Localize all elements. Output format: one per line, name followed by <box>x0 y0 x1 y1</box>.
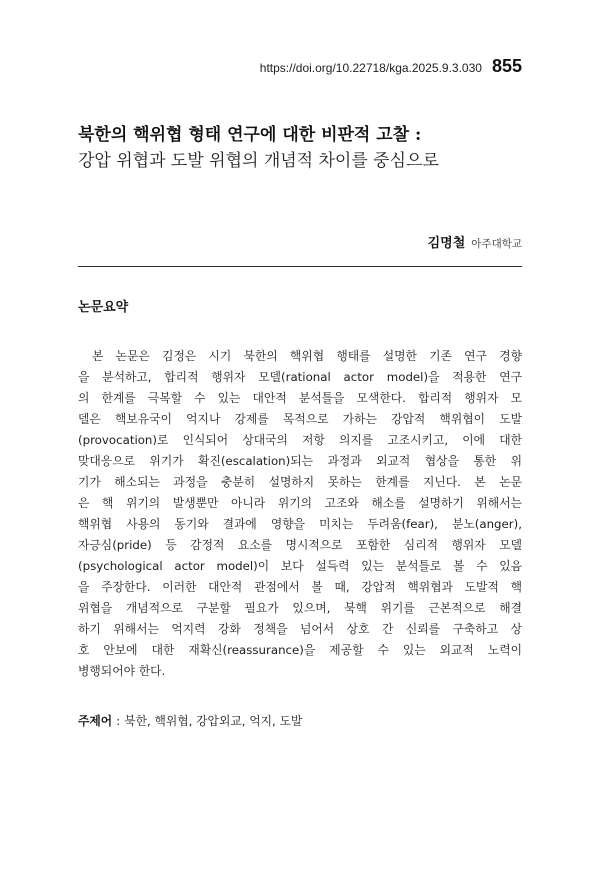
abstract-line: 핵위협 사용의 동기와 결과에 영향을 미치는 두려움(fear), 분노(anger), <box>78 517 522 531</box>
page-header <box>260 56 522 77</box>
abstract-line: 호 안보에 대한 재확신(reassurance)을 제공할 수 있는 외교적 노력이 <box>78 643 522 657</box>
abstract-line: 을 분석하고, 합리적 행위자 모델(rational actor model)을 적용한 연구 <box>78 370 522 384</box>
abstract-line: (provocation)로 인식되어 상대국의 저항 의지를 고조시키고, 이에 대한 <box>78 433 522 447</box>
keywords-label: 주제어 <box>78 714 113 728</box>
abstract-line: 기가 해소되는 과정을 충분히 설명하지 못하는 한계를 지닌다. 본 논문 <box>78 475 522 489</box>
title-block <box>78 122 538 174</box>
abstract-line: 하기 위해서는 억지력 강화 정책을 넘어서 상호 간 신뢰를 구축하고 상 <box>78 622 522 636</box>
author-name: 김명철 <box>427 236 466 251</box>
abstract-line: 의 한계를 극복할 수 있는 대안적 분석틀을 모색한다. 합리적 행위자 모 <box>78 391 522 405</box>
author-line <box>428 232 522 251</box>
abstract-line: 델은 핵보유국이 억지나 강제를 목적으로 가하는 강압적 핵위협이 도발 <box>78 412 522 426</box>
paper-subtitle: 강압 위협과 도발 위협의 개념적 차이를 중심으로 <box>78 151 439 171</box>
keywords-text: 북한, 핵위협, 강압외교, 억지, 도발 <box>124 714 303 728</box>
abstract-body <box>78 346 522 682</box>
abstract-line: 위협을 개념적으로 구분할 필요가 있으며, 북핵 위기를 근본적으로 해결 <box>78 601 522 615</box>
divider-rule <box>78 266 522 267</box>
abstract-line: 맞대응으로 위기가 확진(escalation)되는 과정과 외교적 협상을 통한 위 <box>78 454 522 468</box>
abstract-line: 본 논문은 김정은 시기 북한의 핵위협 행태를 설명한 기존 연구 경향 <box>92 349 522 363</box>
abstract-line: 병행되어야 한다. <box>78 664 166 678</box>
abstract-heading: 논문요약 <box>78 300 129 315</box>
page-number: 855 <box>491 56 522 76</box>
abstract-line: 자긍심(pride) 등 감정적 요소를 명시적으로 포함한 심리적 행위자 모델 <box>78 538 522 552</box>
author-affiliation: 아주대학교 <box>471 238 522 250</box>
abstract-line: (psychological actor model)이 보다 설득력 있는 분석틀로 볼 수 있음 <box>78 559 522 573</box>
keywords <box>78 712 302 729</box>
paper-title: 북한의 핵위협 형태 연구에 대한 비판적 고찰 : <box>78 125 422 145</box>
doi-link[interactable]: https://doi.org/10.22718/kga.2025.9.3.030 <box>259 61 482 75</box>
abstract-line: 은 핵 위기의 발생뿐만 아니라 위기의 고조와 해소를 설명하기 위해서는 <box>78 496 522 510</box>
abstract-line: 을 주장한다. 이러한 대안적 관점에서 볼 때, 강압적 핵위협과 도발적 핵 <box>78 580 522 594</box>
keywords-separator: : <box>116 714 121 728</box>
